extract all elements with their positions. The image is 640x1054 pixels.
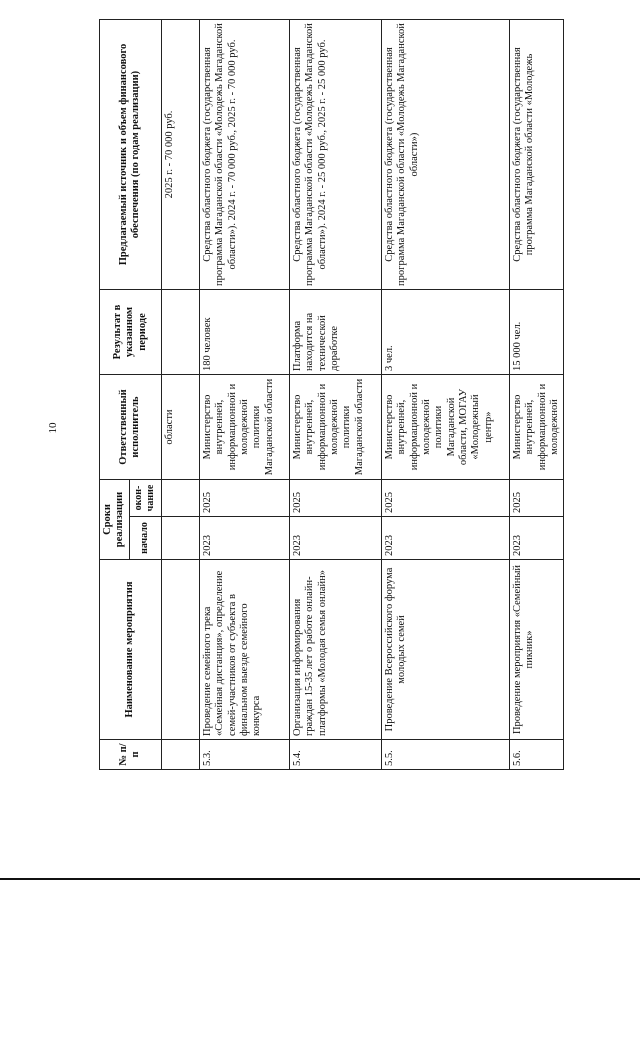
cell-end: 2025 (509, 480, 564, 517)
cell-responsible: Министерство внутренней, информационной и молодежной политики Магаданской области (289, 375, 381, 480)
cell-start: 2023 (509, 517, 564, 560)
cell-funding: 2025 г. - 70 000 руб. (161, 20, 199, 290)
cell-num: 5.6. (509, 740, 564, 770)
cell-result: 180 человек (199, 290, 289, 375)
activities-table (99, 19, 564, 770)
cell-end: 2025 (289, 480, 381, 517)
rotated-table-frame (99, 20, 560, 770)
cell-num: 5.4. (289, 740, 381, 770)
cell-funding: Средства областного бюджета (государственная программа Магаданской области «Молодежь Магаданской области») (381, 20, 509, 290)
cell-responsible: области (161, 375, 199, 480)
table-row-continuation (161, 20, 199, 770)
header-start: начало (129, 517, 161, 560)
cell-end: 2025 (199, 480, 289, 517)
cell-result: 15 000 чел. (509, 290, 564, 375)
table-row (289, 20, 381, 770)
cell-start: 2023 (381, 517, 509, 560)
cell-name: Проведение семейного трека «Семейная дистанция», определение семей-участников от субъекта в финальном выезде семейного конкурса (199, 560, 289, 740)
table-row (509, 20, 564, 770)
header-dates: Сроки реализации (100, 480, 130, 560)
cell-funding: Средства областного бюджета (государственная программа Магаданской области «Молодежь (509, 20, 564, 290)
header-row (100, 20, 130, 770)
cell-responsible: Министерство внутренней, информационной и молодежной политики Магаданской области (199, 375, 289, 480)
cell-name: Проведение Всероссийского форума молодых семей (381, 560, 509, 740)
cell-start: 2023 (289, 517, 381, 560)
cell-funding: Средства областного бюджета (государственная программа Магаданской области «Молодежь Магаданской области»). 2024 г. - 25 000 руб., 2025 г. - 25 000 руб. (289, 20, 381, 290)
header-funding: Предлагаемый источник и объем финансового обеспечения (по годам реализации) (100, 20, 162, 290)
cell-funding: Средства областного бюджета (государственная программа Магаданской области «Молодежь Магаданской области»). 2024 г. - 70 000 руб., 2025 г. - 70 000 руб. (199, 20, 289, 290)
cell-responsible: Министерство внутренней, информационной и молодежной (509, 375, 564, 480)
page-number: 10 (47, 422, 59, 434)
header-result: Результат в указанном периоде (100, 290, 162, 375)
table-row (199, 20, 289, 770)
cell-responsible: Министерство внутренней, информационной и молодежной политики Магаданской области, МОГАУ «Молодежный центр» (381, 375, 509, 480)
cell-end: 2025 (381, 480, 509, 517)
cell-name: Организация информирования граждан 15-35 лет о работе онлайн-платформы «Молодая семья онлайн» (289, 560, 381, 740)
table-row (381, 20, 509, 770)
page-divider (0, 878, 640, 880)
cell-result: 3 чел. (381, 290, 509, 375)
cell-name: Проведение мероприятия «Семейный пикник» (509, 560, 564, 740)
header-num: № п/п (100, 740, 162, 770)
header-responsible: Ответственный исполнитель (100, 375, 162, 480)
header-name: Наименование мероприятия (100, 560, 162, 740)
cell-result: Платформа находится на технической доработке (289, 290, 381, 375)
cell-num: 5.3. (199, 740, 289, 770)
header-end: окон-чание (129, 480, 161, 517)
cell-num: 5.5. (381, 740, 509, 770)
cell-start: 2023 (199, 517, 289, 560)
